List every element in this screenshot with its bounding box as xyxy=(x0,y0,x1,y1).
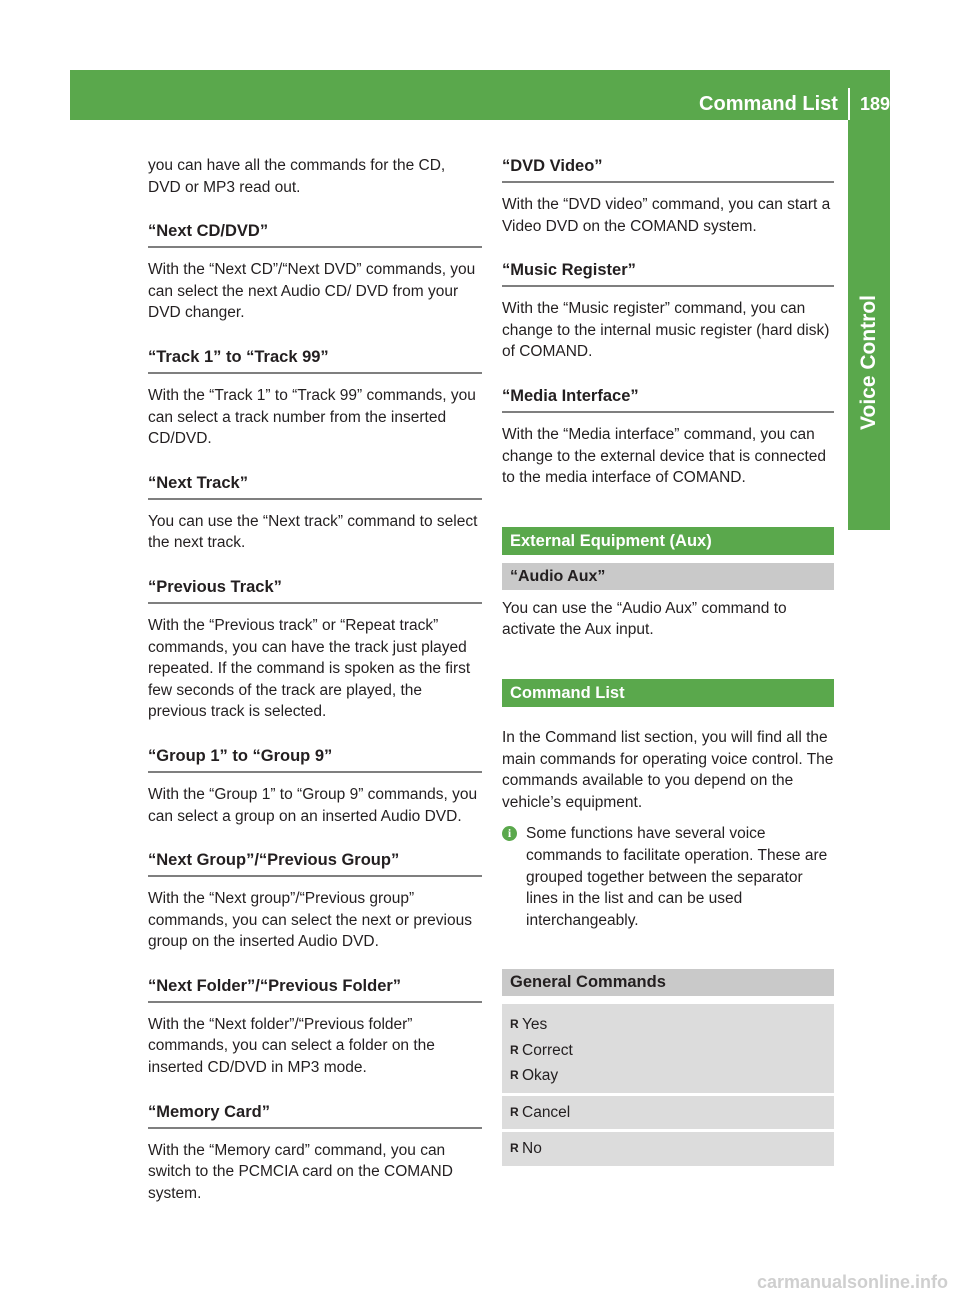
bullet-icon: R xyxy=(510,1042,519,1057)
audio-aux-subheading: “Audio Aux” xyxy=(502,563,834,590)
section-body: With the “Media interface” command, you can change to the external device that is connected to the media interface of COMAND. xyxy=(502,425,826,487)
page-header xyxy=(699,88,890,120)
info-note xyxy=(502,823,834,931)
list-item: R Correct xyxy=(510,1038,834,1064)
section-body: With the “Group 1” to “Group 9” commands, you can select a group on an inserted Audio DVD. xyxy=(148,785,478,825)
bullet-icon: R xyxy=(510,1017,519,1032)
header-separator xyxy=(848,88,850,120)
section-heading: “Next Track” xyxy=(148,472,482,500)
section-heading: “DVD Video” xyxy=(502,155,834,183)
aux-section-heading: External Equipment (Aux) xyxy=(502,527,834,555)
intro-text: you can have all the commands for the CD, DVD or MP3 read out. xyxy=(148,157,446,196)
command-list-body: In the Command list section, you will find all the main commands for operating voice control. The commands available to you depend on the vehicle’s equipment. xyxy=(502,728,834,811)
section-heading: “Next Folder”/“Previous Folder” xyxy=(148,975,482,1003)
info-note-text: Some functions have several voice commands to facilitate operation. These are grouped together between the separator lines in the list and can be used interchangeably. xyxy=(526,825,828,929)
section-heading: “Group 1” to “Group 9” xyxy=(148,745,482,773)
section-heading: “Track 1” to “Track 99” xyxy=(148,346,482,374)
left-column xyxy=(148,155,482,1204)
command-list-heading: Command List xyxy=(502,679,834,707)
command-group xyxy=(502,1132,834,1166)
page-number: 189 xyxy=(859,94,890,114)
command-group xyxy=(502,1096,834,1130)
section-heading: “Next Group”/“Previous Group” xyxy=(148,849,482,877)
section-heading: “Music Register” xyxy=(502,259,834,287)
section-heading: “Previous Track” xyxy=(148,576,482,604)
list-item: R Yes xyxy=(510,1012,834,1038)
section-body: You can use the “Next track” command to select the next track. xyxy=(148,512,478,552)
section-body: With the “Previous track” or “Repeat track” commands, you can have the track just played repeated. If the command is spoken as the first few seconds of the track are played, the previous track is selected. xyxy=(148,616,471,721)
section-body: With the “DVD video” command, you can start a Video DVD on the COMAND system. xyxy=(502,196,831,235)
bullet-icon: R xyxy=(510,1141,519,1156)
section-body: With the “Next folder”/“Previous folder” commands, you can select a folder on the inserted CD/DVD in MP3 mode. xyxy=(148,1015,435,1077)
section-body: With the “Next CD”/“Next DVD” commands, you can select the next Audio CD/ DVD from your DVD changer. xyxy=(148,261,476,322)
aux-body: You can use the “Audio Aux” command to activate the Aux input. xyxy=(502,599,787,639)
side-tab-label: Voice Control xyxy=(857,295,880,430)
header-title: Command List xyxy=(699,93,838,115)
section-body: With the “Music register” command, you can change to the internal music register (hard disk) of COMAND. xyxy=(502,300,830,361)
general-commands-heading: General Commands xyxy=(502,969,834,996)
watermark: carmanualsonline.info xyxy=(756,1272,948,1292)
bullet-icon: R xyxy=(510,1104,519,1119)
section-body: With the “Track 1” to “Track 99” commands, you can select a track number from the inserted CD/DVD. xyxy=(148,386,476,448)
section-body: With the “Memory card” command, you can switch to the PCMCIA card on the COMAND system. xyxy=(148,1141,453,1202)
list-item: R Cancel xyxy=(510,1100,834,1126)
command-group xyxy=(502,1004,834,1093)
section-body: With the “Next group”/“Previous group” commands, you can select the next or previous group on the inserted Audio DVD. xyxy=(148,890,472,951)
info-icon: i xyxy=(502,826,517,841)
side-tab-marker xyxy=(848,486,890,528)
section-heading: “Next CD/DVD” xyxy=(148,220,482,248)
right-column xyxy=(502,155,834,1166)
list-item: R No xyxy=(510,1136,834,1162)
side-tab xyxy=(848,295,890,475)
list-item: R Okay xyxy=(510,1063,834,1089)
bullet-icon: R xyxy=(510,1068,519,1083)
section-heading: “Media Interface” xyxy=(502,385,834,413)
section-heading: “Memory Card” xyxy=(148,1101,482,1129)
